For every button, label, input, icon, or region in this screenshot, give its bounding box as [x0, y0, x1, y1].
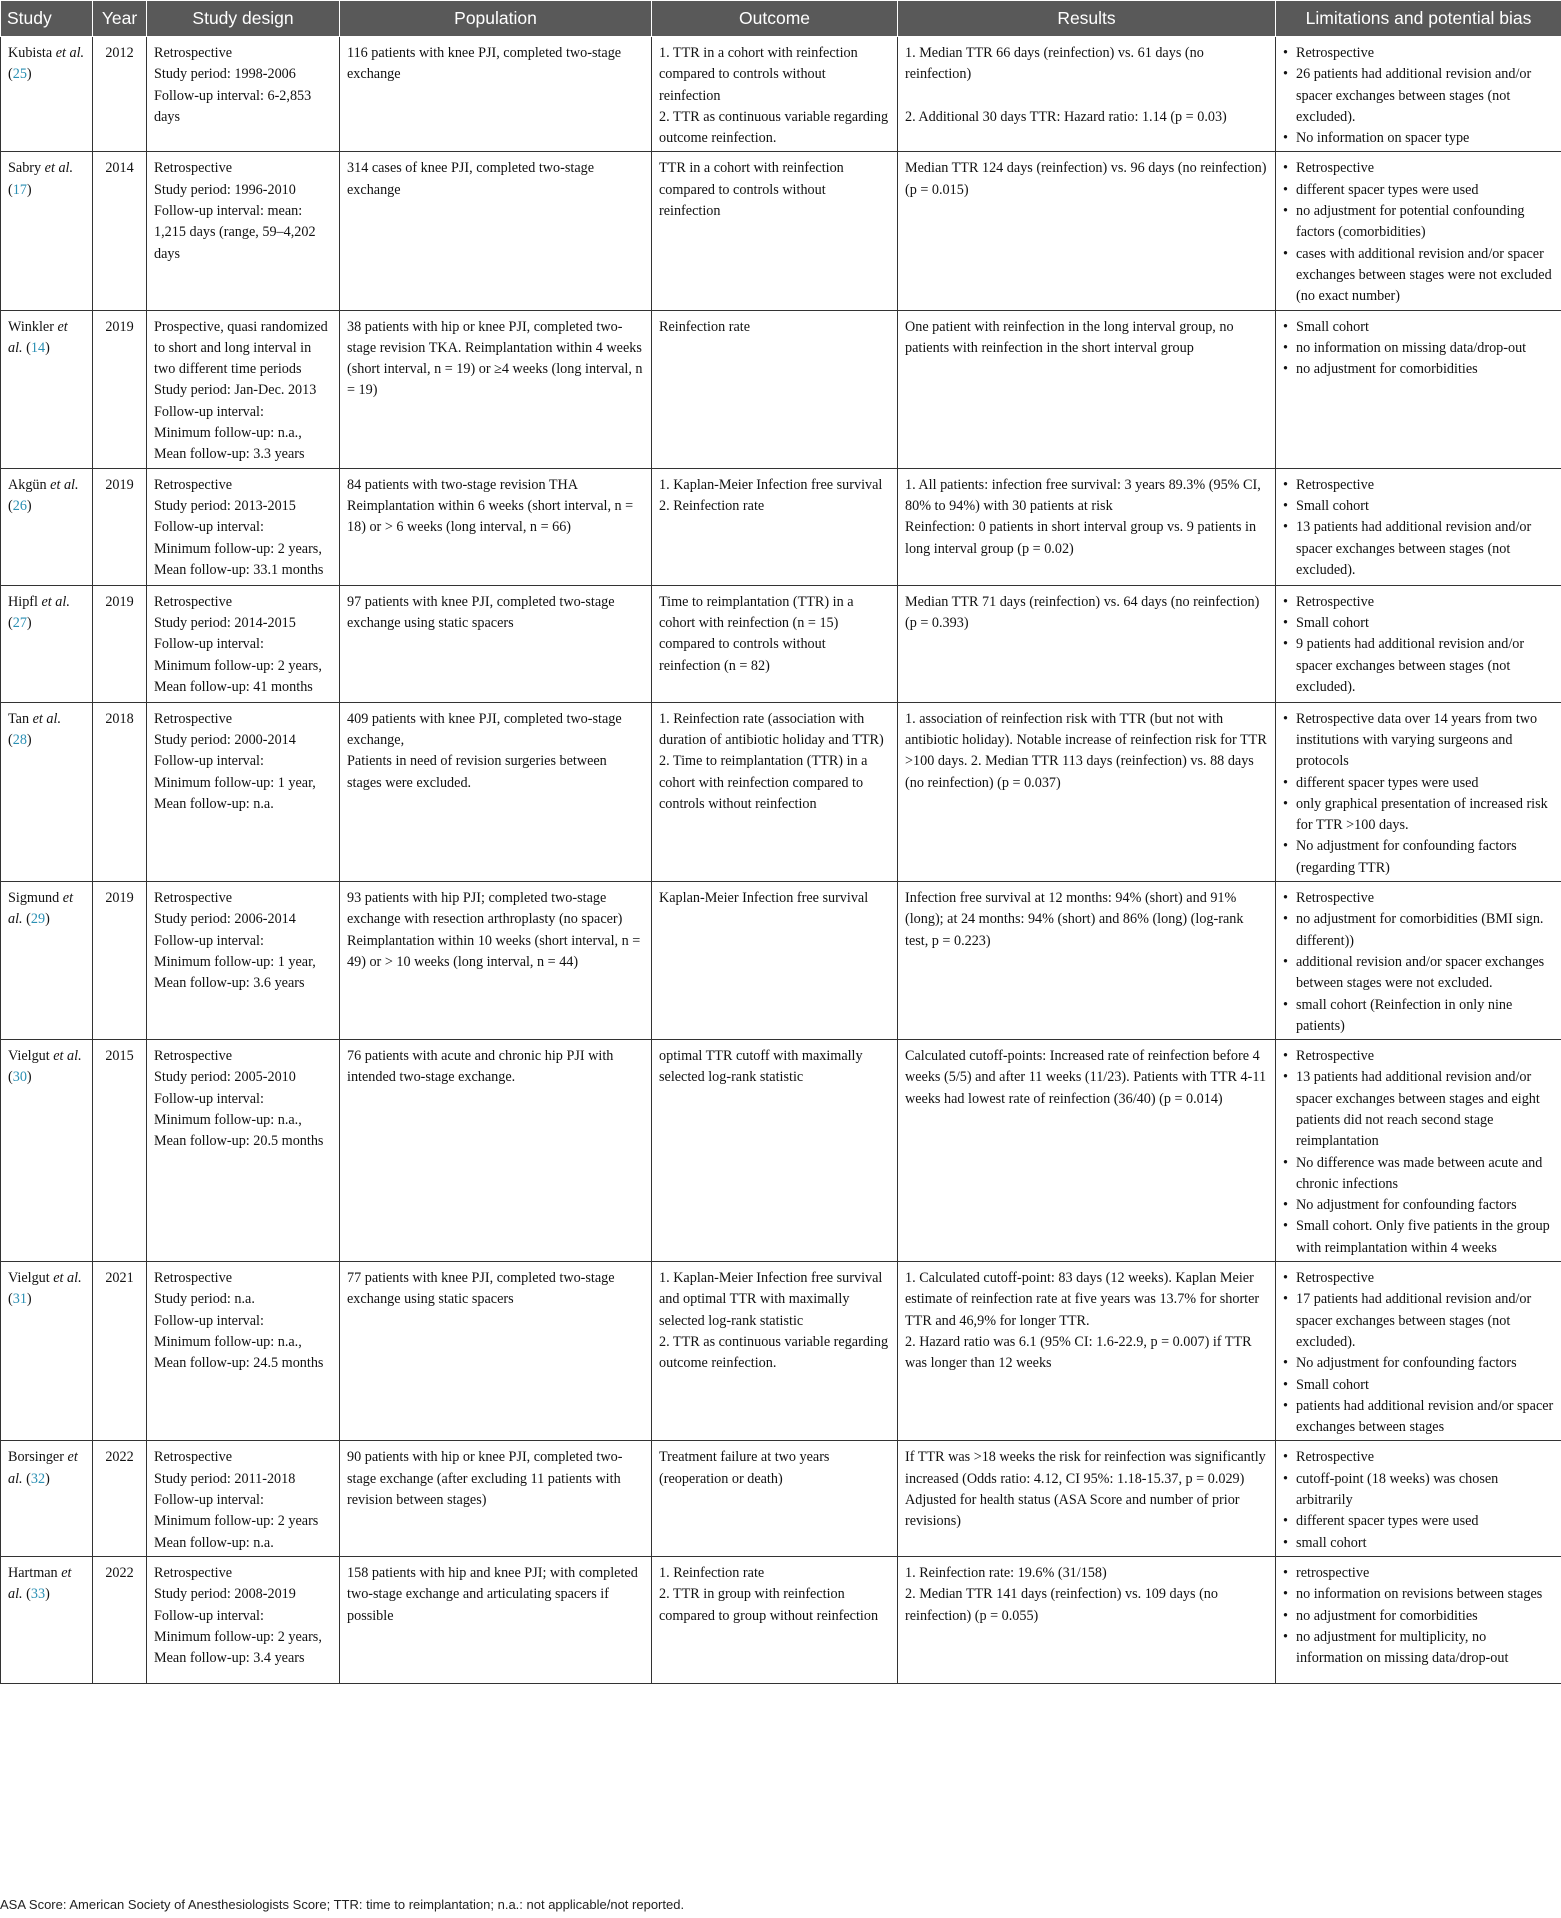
header-year: Year [93, 1, 147, 37]
citation-open: ( [22, 911, 31, 928]
limitation-item: • 17 patients had additional revision and/or spacer exchanges between stages (not excluded). [1283, 1289, 1554, 1353]
limitation-item: • 9 patients had additional revision and/or spacer exchanges between stages (not excluded). [1283, 634, 1554, 698]
citation-close: ) [45, 1470, 50, 1487]
table-row [1, 702, 1561, 881]
population-line: 158 patients with hip and knee PJI; with completed two-stage exchange and articulating spacers if possible [347, 1564, 638, 1624]
study-cell [1, 1040, 93, 1262]
design-line: Study period: n.a. [154, 1291, 255, 1308]
design-line: Follow-up interval: 6-2,853 days [154, 87, 312, 125]
limitation-item: • Retrospective [1283, 475, 1554, 496]
design-line: Study period: 2013-2015 [154, 497, 296, 514]
limitation-item: • only graphical presentation of increased risk for TTR >100 days. [1283, 794, 1554, 837]
limitations-list [1283, 317, 1554, 381]
study-author: Hipfl [8, 593, 38, 610]
limitation-item: • No information on spacer type [1283, 128, 1554, 149]
limitation-item: • patients had additional revision and/or spacer exchanges between stages [1283, 1396, 1554, 1439]
design-cell [147, 1040, 340, 1262]
study-et-al: et al. [44, 160, 74, 177]
design-line: Minimum follow-up: n.a., [154, 425, 302, 442]
citation-close: ) [26, 614, 32, 631]
outcome-line: optimal TTR cutoff with maximally selected log-rank statistic [659, 1048, 863, 1086]
limitation-item: • no adjustment for comorbidities [1283, 1606, 1554, 1627]
citation-open: ( [8, 1291, 13, 1308]
limitation-item: • small cohort [1283, 1533, 1554, 1554]
study-author: Tan [8, 710, 30, 727]
table-row [1, 1262, 1561, 1441]
limitations-list [1283, 592, 1554, 698]
table-row [1, 585, 1561, 702]
design-line: Follow-up interval: [154, 403, 264, 420]
citation-close: ) [26, 731, 32, 748]
population-line: 97 patients with knee PJI, completed two-stage exchange using static spacers [347, 593, 615, 631]
limitations-cell [1276, 1040, 1561, 1262]
citation-link[interactable]: 28 [12, 731, 27, 748]
limitation-item: • Retrospective [1283, 158, 1554, 179]
population-cell [340, 1262, 652, 1441]
design-line: Study period: 2005-2010 [154, 1069, 296, 1086]
study-et-al: et al. [32, 710, 61, 727]
outcome-line: 1. Reinfection rate (association with duration of antibiotic holiday and TTR) [659, 710, 884, 748]
year-cell: 2022 [93, 1556, 147, 1683]
results-line: Median TTR 71 days (reinfection) vs. 64 days (no reinfection) (p = 0.393) [905, 593, 1260, 631]
limitation-item: • Retrospective [1283, 888, 1554, 909]
population-cell [340, 702, 652, 881]
citation-open: ( [8, 614, 13, 631]
design-cell [147, 152, 340, 310]
study-cell [1, 1556, 93, 1683]
limitations-cell [1276, 1556, 1561, 1683]
outcome-line: TTR in a cohort with reinfection compared to controls without reinfection [659, 160, 844, 220]
design-line: Follow-up interval: [154, 753, 264, 770]
design-line: Retrospective [154, 1048, 233, 1065]
results-cell [898, 1262, 1276, 1441]
design-cell [147, 585, 340, 702]
outcome-cell [652, 1262, 898, 1441]
limitation-item: • small cohort (Reinfection in only nine patients) [1283, 995, 1554, 1038]
limitation-item: • Retrospective [1283, 1046, 1554, 1067]
outcome-cell [652, 152, 898, 310]
limitation-item: • No adjustment for confounding factors [1283, 1195, 1554, 1216]
design-line: Mean follow-up: n.a. [154, 1534, 274, 1551]
study-cell [1, 882, 93, 1040]
design-line: Minimum follow-up: n.a., [154, 1333, 302, 1350]
limitation-item: • 13 patients had additional revision and/or spacer exchanges between stages and eight patients did not reach second stage reimplantation [1283, 1067, 1554, 1152]
citation-close: ) [26, 66, 32, 83]
design-line: Retrospective [154, 1449, 233, 1466]
population-cell [340, 152, 652, 310]
citation-link[interactable]: 29 [30, 911, 46, 928]
limitations-list [1283, 1563, 1554, 1669]
results-cell [898, 1441, 1276, 1556]
year-cell: 2021 [93, 1262, 147, 1441]
limitation-item: • No adjustment for confounding factors (regarding TTR) [1283, 836, 1554, 879]
header-outcome: Outcome [652, 1, 898, 37]
design-line: Minimum follow-up: 2 years, Mean follow-up: 3.4 years [154, 1628, 322, 1667]
results-line: Median TTR 124 days (reinfection) vs. 96 days (no reinfection) (p = 0.015) [905, 160, 1267, 198]
population-line: 116 patients with knee PJI, completed two-stage exchange [347, 45, 622, 83]
citation-link[interactable]: 25 [12, 66, 27, 83]
population-line: 84 patients with two-stage revision THA [347, 476, 579, 493]
limitation-item: • Small cohort [1283, 317, 1554, 338]
study-et-al: et al. [8, 1564, 72, 1603]
citation-close: ) [26, 1069, 32, 1086]
limitation-item: • no adjustment for multiplicity, no information on missing data/drop-out [1283, 1627, 1554, 1670]
limitations-list [1283, 43, 1554, 149]
year-cell: 2022 [93, 1441, 147, 1556]
citation-close: ) [45, 911, 50, 928]
design-line: Mean follow-up: 24.5 months [154, 1355, 324, 1372]
results-line: 1. association of reinfection risk with TTR (but not with antibiotic holiday). Notable increase of reinfection risk for TTR >100 days. 2. Median TTR 113 days (reinfection) vs. 88 days (no reinfection) (p = 0.037) [905, 710, 1267, 791]
design-cell [147, 1262, 340, 1441]
outcome-cell [652, 310, 898, 468]
design-line: Follow-up interval: [154, 1607, 264, 1624]
header-results: Results [898, 1, 1276, 37]
results-cell [898, 882, 1276, 1040]
design-line: Minimum follow-up: 1 year, Mean follow-up: 3.6 years [154, 953, 316, 992]
design-line: Follow-up interval: [154, 519, 264, 536]
population-cell [340, 468, 652, 585]
limitation-item: • no information on missing data/drop-out [1283, 338, 1554, 359]
limitation-item: • Retrospective data over 14 years from two institutions with varying surgeons and protocols [1283, 709, 1554, 773]
population-line: 77 patients with knee PJI, completed two-stage exchange using static spacers [347, 1270, 615, 1308]
limitation-item: • No difference was made between acute and chronic infections [1283, 1153, 1554, 1196]
citation-open: ( [22, 339, 31, 356]
study-author: Vielgut [8, 1270, 50, 1287]
population-cell [340, 310, 652, 468]
year-cell: 2019 [93, 882, 147, 1040]
design-line: Study period: 1996-2010 [154, 181, 296, 198]
study-author: Vielgut [8, 1048, 50, 1065]
limitation-item: • no adjustment for comorbidities [1283, 359, 1554, 380]
table-row [1, 882, 1561, 1040]
table-row [1, 152, 1561, 310]
study-cell [1, 468, 93, 585]
design-line: Study period: 2008-2019 [154, 1586, 296, 1603]
design-line: Study period: Jan-Dec. 2013 [154, 382, 317, 399]
citation-link[interactable]: 31 [12, 1291, 27, 1308]
design-line: Retrospective [154, 45, 233, 61]
design-line: Follow-up interval: [154, 1312, 264, 1329]
limitation-item: • retrospective [1283, 1563, 1554, 1584]
limitations-cell [1276, 37, 1561, 152]
population-cell [340, 1040, 652, 1262]
limitation-item: • Small cohort [1283, 1375, 1554, 1396]
design-line: Retrospective [154, 1564, 233, 1581]
limitation-item: • Small cohort. Only five patients in the group with reimplantation within 4 weeks [1283, 1216, 1554, 1259]
results-line [905, 86, 1268, 107]
results-line: Adjusted for health status (ASA Score and number of prior revisions) [905, 1492, 1240, 1530]
population-line: Reimplantation within 10 weeks (short interval, n = 49) or > 10 weeks (long interval, n = 44) [347, 932, 641, 970]
outcome-line: 2. TTR as continuous variable regarding outcome reinfection. [659, 108, 889, 147]
limitation-item: • 26 patients had additional revision and/or spacer exchanges between stages (not excluded). [1283, 64, 1554, 128]
population-line: 409 patients with knee PJI, completed two-stage exchange, [347, 710, 622, 748]
design-line: Study period: 2014-2015 [154, 614, 296, 631]
population-line: 93 patients with hip PJI; completed two-stage exchange with resection arthroplasty (no spacer) [347, 890, 623, 928]
limitations-cell [1276, 1441, 1561, 1556]
limitation-item: • no information on revisions between stages [1283, 1584, 1554, 1605]
citation-open: ( [8, 181, 13, 198]
limitation-item: • different spacer types were used [1283, 1511, 1554, 1532]
population-cell [340, 585, 652, 702]
citation-open: ( [8, 731, 13, 748]
limitation-item: • Small cohort [1283, 613, 1554, 634]
results-line: If TTR was >18 weeks the risk for reinfection was significantly increased (Odds ratio: 4.12, CI 95%: 1.18-15.37, p = 0.029) [905, 1449, 1266, 1487]
outcome-line: 2. TTR as continuous variable regarding outcome reinfection. [659, 1333, 889, 1372]
results-line: One patient with reinfection in the long interval group, no patients with reinfection in the short interval group [905, 318, 1234, 356]
limitations-list [1283, 709, 1554, 879]
citation-link[interactable]: 27 [12, 614, 27, 631]
results-line: Infection free survival at 12 months: 94% (short) and 91% (long); at 24 months: 94% (short) and 86% (long) (log-rank test, p = 0.223) [905, 890, 1244, 949]
citation-link[interactable]: 14 [30, 339, 46, 356]
study-et-al: et al. [8, 318, 68, 356]
citation-close: ) [26, 1291, 32, 1308]
population-line: 90 patients with hip or knee PJI, completed two-stage exchange (after excluding 11 patients with revision between stages) [347, 1449, 623, 1509]
results-line: 1. Reinfection rate: 19.6% (31/158) [905, 1564, 1107, 1581]
population-line: 38 patients with hip or knee PJI, completed two-stage revision TKA. Reimplantation within 4 weeks (short interval, n = 19) or ≥4 weeks (long interval, n = 19) [347, 318, 643, 399]
citation-open: ( [22, 1470, 31, 1487]
limitations-cell [1276, 468, 1561, 585]
table-body [1, 37, 1561, 1684]
design-cell [147, 37, 340, 152]
design-cell [147, 468, 340, 585]
design-line: Minimum follow-up: 2 years [154, 1513, 319, 1530]
limitations-cell [1276, 152, 1561, 310]
outcome-cell [652, 1556, 898, 1683]
limitations-cell [1276, 1262, 1561, 1441]
year-cell: 2018 [93, 702, 147, 881]
citation-link[interactable]: 30 [12, 1069, 27, 1086]
design-line: Mean follow-up: 3.3 years [154, 446, 305, 463]
table-row [1, 1441, 1561, 1556]
design-line: Mean follow-up: 20.5 months [154, 1133, 324, 1150]
limitation-item: • no adjustment for comorbidities (BMI sign. different)) [1283, 909, 1554, 952]
citation-link[interactable]: 32 [30, 1470, 46, 1487]
design-line: Retrospective [154, 593, 233, 610]
design-cell [147, 882, 340, 1040]
design-line: Follow-up interval: [154, 932, 264, 949]
design-line: Follow-up interval: [154, 1492, 264, 1509]
design-cell [147, 1441, 340, 1556]
results-line: Reinfection: 0 patients in short interval group vs. 9 patients in long interval group (p = 0.02) [905, 519, 1257, 557]
year-cell: 2015 [93, 1040, 147, 1262]
results-line: 1. Median TTR 66 days (reinfection) vs. 61 days (no reinfection) [905, 45, 1204, 83]
header-study: Study [1, 1, 93, 37]
outcome-line: Kaplan-Meier Infection free survival [659, 890, 869, 907]
design-line: Minimum follow-up: n.a., [154, 1111, 302, 1128]
design-line: Retrospective [154, 1270, 233, 1287]
outcome-cell [652, 585, 898, 702]
limitation-item: • Retrospective [1283, 43, 1554, 64]
results-cell [898, 152, 1276, 310]
study-author: Borsinger [8, 1449, 64, 1466]
design-cell [147, 702, 340, 881]
citation-link[interactable]: 33 [30, 1586, 46, 1603]
design-line: Follow-up interval: [154, 636, 264, 653]
limitations-list [1283, 475, 1554, 581]
results-cell [898, 1556, 1276, 1683]
study-author: Sigmund [8, 890, 60, 907]
citation-close: ) [26, 497, 32, 514]
design-line: Follow-up interval: mean: 1,215 days (range, 59–4,202 days [154, 203, 316, 262]
limitations-list [1283, 1447, 1554, 1553]
results-line: Calculated cutoff-points: Increased rate of reinfection before 4 weeks (5/5) and after 11 weeks (11/23). Patients with TTR 4-11 weeks had lowest rate of reinfection (36/40) (p = 0.014) [905, 1048, 1267, 1107]
header-row [1, 1, 1561, 37]
study-et-al: et al. [55, 45, 85, 61]
study-author: Kubista [8, 45, 53, 61]
limitation-item: • 13 patients had additional revision and/or spacer exchanges between stages (not excluded). [1283, 517, 1554, 581]
study-et-al: et al. [41, 593, 70, 610]
study-cell [1, 37, 93, 152]
limitation-item: • No adjustment for confounding factors [1283, 1353, 1554, 1374]
limitation-item: • no adjustment for potential confounding factors (comorbidities) [1283, 201, 1554, 244]
citation-close: ) [26, 181, 32, 198]
limitation-item: • Retrospective [1283, 592, 1554, 613]
year-cell: 2019 [93, 585, 147, 702]
outcome-cell [652, 1441, 898, 1556]
results-line: 2. Hazard ratio was 6.1 (95% CI: 1.6-22.9, p = 0.007) if TTR was longer than 12 weeks [905, 1333, 1252, 1372]
design-line: Study period: 2011-2018 [154, 1470, 296, 1487]
outcome-cell [652, 468, 898, 585]
outcome-line: 1. Kaplan-Meier Infection free survival and optimal TTR with maximally selected log-rank statistic [659, 1270, 883, 1329]
header-limitations: Limitations and potential bias [1276, 1, 1561, 37]
study-author: Hartman [8, 1564, 58, 1581]
design-line: Retrospective [154, 890, 233, 907]
results-cell [898, 310, 1276, 468]
citation-open: ( [8, 66, 13, 83]
outcome-line: 2. Reinfection rate [659, 497, 765, 514]
design-cell [147, 310, 340, 468]
outcome-cell [652, 882, 898, 1040]
outcome-line: 2. Time to reimplantation (TTR) in a cohort with reinfection compared to controls without reinfection [659, 753, 868, 812]
limitation-item: • additional revision and/or spacer exchanges between stages were not excluded. [1283, 952, 1554, 995]
design-line: Prospective, quasi randomized to short and long interval in two different time periods [154, 318, 328, 378]
results-line: 2. Additional 30 days TTR: Hazard ratio: 1.14 (p = 0.03) [905, 108, 1227, 125]
limitations-list [1283, 1268, 1554, 1438]
results-cell [898, 585, 1276, 702]
outcome-cell [652, 37, 898, 152]
study-et-al: et al. [8, 890, 74, 928]
table-row [1, 1040, 1561, 1262]
results-cell [898, 1040, 1276, 1262]
study-et-al: et al. [53, 1270, 82, 1287]
population-line: Reimplantation within 6 weeks (short interval, n = 18) or > 6 weeks (long interval, n = 66) [347, 497, 634, 536]
design-line: Retrospective [154, 160, 233, 177]
citation-open: ( [8, 1069, 13, 1086]
design-cell [147, 1556, 340, 1683]
limitations-cell [1276, 310, 1561, 468]
citation-link[interactable]: 17 [12, 181, 27, 198]
study-author: Akgün [8, 476, 47, 493]
results-cell [898, 468, 1276, 585]
limitations-list [1283, 888, 1554, 1037]
table-row [1, 1556, 1561, 1683]
population-line: 76 patients with acute and chronic hip PJI with intended two-stage exchange. [347, 1048, 614, 1086]
year-cell: 2014 [93, 152, 147, 310]
citation-close: ) [45, 1586, 50, 1603]
limitations-list [1283, 158, 1554, 307]
table-row [1, 37, 1561, 152]
limitation-item: • different spacer types were used [1283, 180, 1554, 201]
citation-open: ( [8, 497, 13, 514]
population-line: Patients in need of revision surgeries between stages were excluded. [347, 753, 607, 791]
outcome-line: 1. Reinfection rate [659, 1564, 765, 1581]
year-cell: 2019 [93, 468, 147, 585]
limitation-item: • cutoff-point (18 weeks) was chosen arbitrarily [1283, 1469, 1554, 1512]
population-cell [340, 882, 652, 1040]
design-line: Study period: 2006-2014 [154, 911, 296, 928]
outcome-line: Time to reimplantation (TTR) in a cohort with reinfection (n = 15) compared to controls without reinfection (n = 82) [659, 593, 854, 674]
limitation-item: • Retrospective [1283, 1447, 1554, 1468]
limitation-item: • Retrospective [1283, 1268, 1554, 1289]
results-line: 1. All patients: infection free survival: 3 years 89.3% (95% CI, 80% to 94%) with 30 patients at risk [905, 476, 1261, 514]
table-row [1, 468, 1561, 585]
study-cell [1, 310, 93, 468]
table-footnote: ASA Score: American Society of Anesthesiologists Score; TTR: time to reimplantation; n.a.: not applicable/not reported. [0, 1897, 685, 1912]
study-author: Sabry [8, 160, 42, 177]
design-line: Minimum follow-up: 2 years, Mean follow-up: 41 months [154, 657, 322, 695]
population-cell [340, 37, 652, 152]
outcome-cell [652, 1040, 898, 1262]
year-cell: 2012 [93, 37, 147, 152]
study-author: Winkler [8, 318, 54, 335]
results-cell [898, 37, 1276, 152]
design-line: Minimum follow-up: 1 year, Mean follow-up: n.a. [154, 774, 316, 812]
results-line: 2. Median TTR 141 days (reinfection) vs. 109 days (no reinfection) (p = 0.055) [905, 1586, 1218, 1624]
citation-link[interactable]: 26 [12, 497, 27, 514]
population-cell [340, 1556, 652, 1683]
design-line: Study period: 2000-2014 [154, 731, 296, 748]
outcome-line: 1. TTR in a cohort with reinfection compared to controls without reinfection [659, 45, 858, 104]
study-et-al: et al. [8, 1449, 78, 1487]
limitations-list [1283, 1046, 1554, 1259]
study-et-al: et al. [50, 476, 79, 493]
study-cell [1, 585, 93, 702]
outcome-line: Reinfection rate [659, 318, 750, 335]
design-line: Follow-up interval: [154, 1090, 264, 1107]
header-population: Population [340, 1, 652, 37]
limitation-item: • different spacer types were used [1283, 773, 1554, 794]
population-cell [340, 1441, 652, 1556]
citation-close: ) [45, 339, 50, 356]
citation-open: ( [22, 1586, 31, 1603]
outcome-line: 1. Kaplan-Meier Infection free survival [659, 476, 883, 493]
outcome-line: 2. TTR in group with reinfection compared to group without reinfection [659, 1586, 879, 1624]
study-cell [1, 1441, 93, 1556]
header-study-design: Study design [147, 1, 340, 37]
limitation-item: • cases with additional revision and/or spacer exchanges between stages were not excluded (no exact number) [1283, 244, 1554, 308]
year-cell: 2019 [93, 310, 147, 468]
outcome-line: Treatment failure at two years (reoperation or death) [659, 1449, 830, 1487]
limitation-item: • Small cohort [1283, 496, 1554, 517]
limitations-cell [1276, 702, 1561, 881]
study-cell [1, 702, 93, 881]
limitations-cell [1276, 882, 1561, 1040]
design-line: Retrospective [154, 710, 233, 727]
population-line: 314 cases of knee PJI, completed two-stage exchange [347, 160, 595, 198]
design-line: Minimum follow-up: 2 years, Mean follow-up: 33.1 months [154, 540, 324, 578]
study-cell [1, 1262, 93, 1441]
outcome-cell [652, 702, 898, 881]
results-cell [898, 702, 1276, 881]
results-line: 1. Calculated cutoff-point: 83 days (12 weeks). Kaplan Meier estimate of reinfection rate at five years was 13.7% for shorter TTR and 46,9% for longer TTR. [905, 1270, 1260, 1329]
limitations-cell [1276, 585, 1561, 702]
study-cell [1, 152, 93, 310]
design-line: Study period: 1998-2006 [154, 66, 296, 83]
table-row [1, 310, 1561, 468]
design-line: Retrospective [154, 476, 233, 493]
study-et-al: et al. [53, 1048, 82, 1065]
